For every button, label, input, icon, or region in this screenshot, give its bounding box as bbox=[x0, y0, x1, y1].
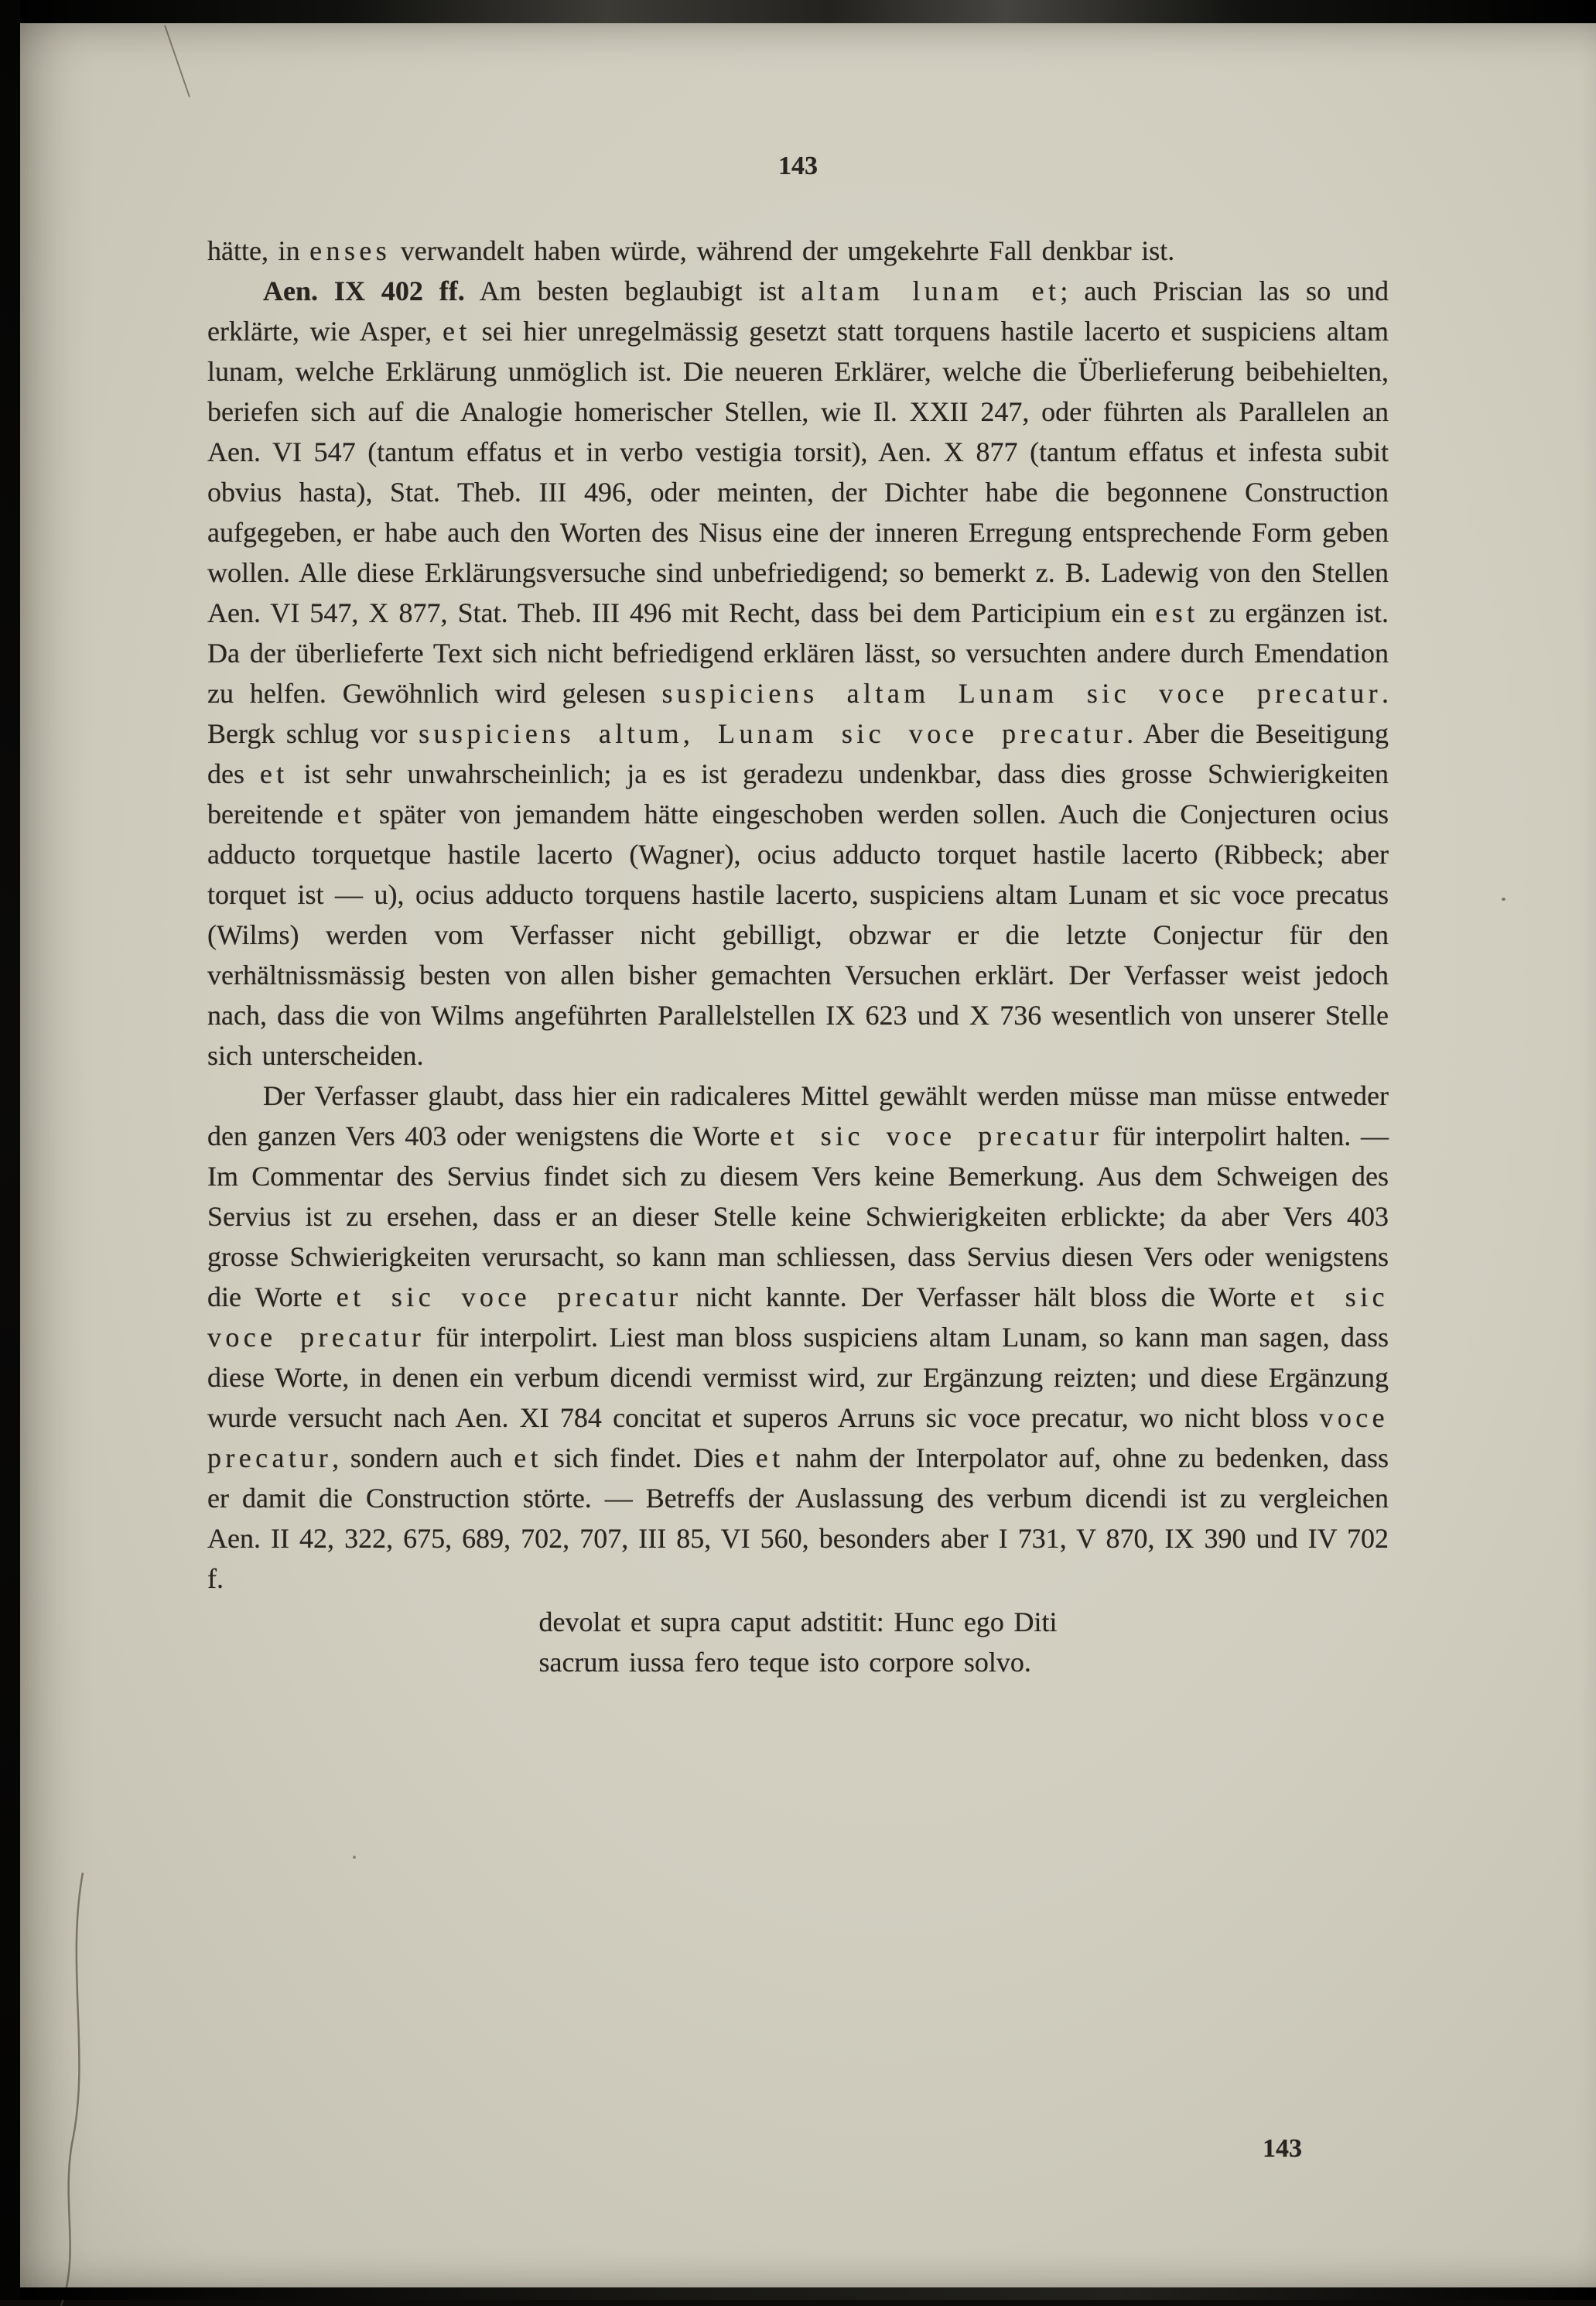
hair-scratch-artifact bbox=[43, 1873, 128, 2306]
scan-edge-bottom bbox=[0, 2287, 1596, 2300]
text-segment: zu ergänzen ist. Da der überlieferte Text sich nicht befriedigend erklären lässt, so versuchten andere durch Emendation zu helfen. Gewöhnlich wird gelesen bbox=[207, 597, 1389, 709]
spaced-emphasis-text: et bbox=[755, 1442, 784, 1473]
binding-shadow bbox=[0, 0, 20, 2300]
body-text bbox=[207, 231, 1389, 1682]
speck-artifact bbox=[353, 1856, 356, 1859]
spaced-emphasis-text: et sic voce precatur bbox=[207, 1281, 1389, 1353]
text-segment: . Bergk schlug vor bbox=[207, 678, 1389, 749]
text-segment: später von jemandem hätte eingeschoben werden sollen. Auch die Conjecturen ocius adducto torquetque hastile lacerto (Wagner), ocius adducto torquet hastile lacerto (Ribbeck; aber torquet ist — u), ocius adducto torquens hastile lacerto, suspiciens altam Lunam et sic voce precatus (Wilms) werden vom Verfasser nicht gebilligt, obzwar er die letzte Conjectur für den verhältnissmässig besten von allen bisher gemachten Versuchen erklärt. Der Verfasser weist jedoch nach, dass die von Wilms angeführten Parallelstellen IX 623 und X 736 wesentlich von unserer Stelle sich unterscheiden. bbox=[207, 799, 1389, 1071]
text-segment: nahm der Interpolator auf, ohne zu bedenken, dass er damit die Construction störte. — Betreffs der Auslassung des verbum dicendi ist zu vergleichen Aen. II 42, 322, 675, 689, 702, 707, III 85, VI 560, besonders aber I 731, V 870, IX 390 und IV 702 f. bbox=[207, 1442, 1389, 1594]
speck-artifact bbox=[1502, 898, 1505, 901]
verse-block bbox=[538, 1602, 1057, 1682]
verse-quote bbox=[207, 1602, 1389, 1682]
spaced-emphasis-text: et bbox=[443, 316, 471, 347]
text-segment: Der Verfasser glaubt, dass hier ein radicaleres Mittel gewählt werden müsse man müsse entweder den ganzen Vers 403 oder wenigstens die Worte bbox=[207, 1080, 1389, 1151]
text-segment: ist sehr unwahrscheinlich; ja es ist geradezu undenkbar, dass dies grosse Schwierigkeiten bereitende bbox=[207, 758, 1389, 830]
text-segment: für interpolirt. Liest man bloss suspiciens altam Lunam, so kann man sagen, dass diese Worte, in denen ein verbum dicendi vermisst wird, zur Ergänzung reizten; und diese Ergänzung wurde versucht nach Aen. XI 784 concitat et superos Arruns sic voce precatur, wo nicht bloss bbox=[207, 1322, 1389, 1433]
spaced-emphasis-text: et sic voce precatur bbox=[770, 1120, 1103, 1151]
page-number-top: 143 bbox=[778, 152, 818, 180]
text-segment: hätte, in bbox=[207, 235, 310, 266]
spaced-emphasis-text: suspiciens altum, Lunam sic voce precatur bbox=[419, 718, 1127, 749]
verse-line: devolat et supra caput adstitit: Hunc ego Diti bbox=[538, 1606, 1058, 1637]
text-segment: . Aber die Beseitigung des bbox=[207, 718, 1389, 789]
paragraph bbox=[207, 271, 1389, 1076]
spaced-emphasis-text: voce precatur bbox=[207, 1402, 1389, 1473]
text-segment: verwandelt haben würde, während der umgekehrte Fall denkbar ist. bbox=[391, 235, 1175, 266]
spaced-emphasis-text: et bbox=[259, 758, 289, 789]
spaced-emphasis-text: et sic voce precatur bbox=[336, 1281, 682, 1312]
spaced-emphasis-text: et bbox=[337, 799, 366, 830]
bold-text: Aen. IX 402 ff. bbox=[263, 275, 465, 306]
text-segment: für interpolirt halten. — Im Commentar des Servius findet sich zu diesem Vers keine Bemerkung. Aus dem Schweigen des Servius ist zu ersehen, dass er an dieser Stelle keine Schwierigkeiten erblickte; da aber Vers 403 grosse Schwierigkeiten verursacht, so kann man schliessen, dass Servius diesen Vers oder wenigstens die Worte bbox=[207, 1120, 1389, 1312]
text-segment: ; auch Priscian las so und erklärte, wie Asper, bbox=[207, 275, 1389, 347]
text-segment: Am besten beglaubigt ist bbox=[464, 275, 801, 306]
verse-line: sacrum iussa fero teque isto corpore solvo. bbox=[538, 1647, 1031, 1678]
paragraph bbox=[207, 1076, 1389, 1599]
text-segment: sich findet. Dies bbox=[542, 1442, 756, 1473]
paragraph bbox=[207, 231, 1389, 271]
spaced-emphasis-text: est bbox=[1155, 597, 1199, 628]
text-segment: nicht kannte. Der Verfasser hält bloss die Worte bbox=[682, 1281, 1290, 1312]
text-segment: sei hier unregelmässig gesetzt statt torquens hastile lacerto et suspiciens altam lunam, welche Erklärung unmöglich ist. Die neueren Erklärer, welche die Überlieferung beibehielten, beriefen sich auf die Analogie homerischer Stellen, wie Il. XXII 247, oder führten als Parallelen an Aen. VI 547 (tantum effatus et in verbo vestigia torsit), Aen. X 877 (tantum effatus et infesta subit obvius hasta), Stat. Theb. III 496, oder meinten, der Dichter habe die begonnene Construction aufgegeben, er habe auch den Worten des Nisus eine der inneren Erregung entsprechende Form geben wollen. Alle diese Erklärungsversuche sind unbefriedigend; so bemerkt z. B. Ladewig von den Stellen Aen. VI 547, X 877, Stat. Theb. III 496 mit Recht, dass bei dem Participium ein bbox=[207, 316, 1389, 628]
text-segment: , sondern auch bbox=[332, 1442, 514, 1473]
spaced-emphasis-text: et bbox=[514, 1442, 542, 1473]
scratch-artifact bbox=[164, 25, 190, 97]
spaced-emphasis-text: altam lunam et bbox=[801, 275, 1061, 306]
spaced-emphasis-text: suspiciens altam Lunam sic voce precatur bbox=[661, 678, 1382, 709]
page-number-bottom: 143 bbox=[1263, 2134, 1302, 2163]
scan-edge-top bbox=[0, 0, 1596, 23]
spaced-emphasis-text: enses bbox=[309, 235, 391, 266]
